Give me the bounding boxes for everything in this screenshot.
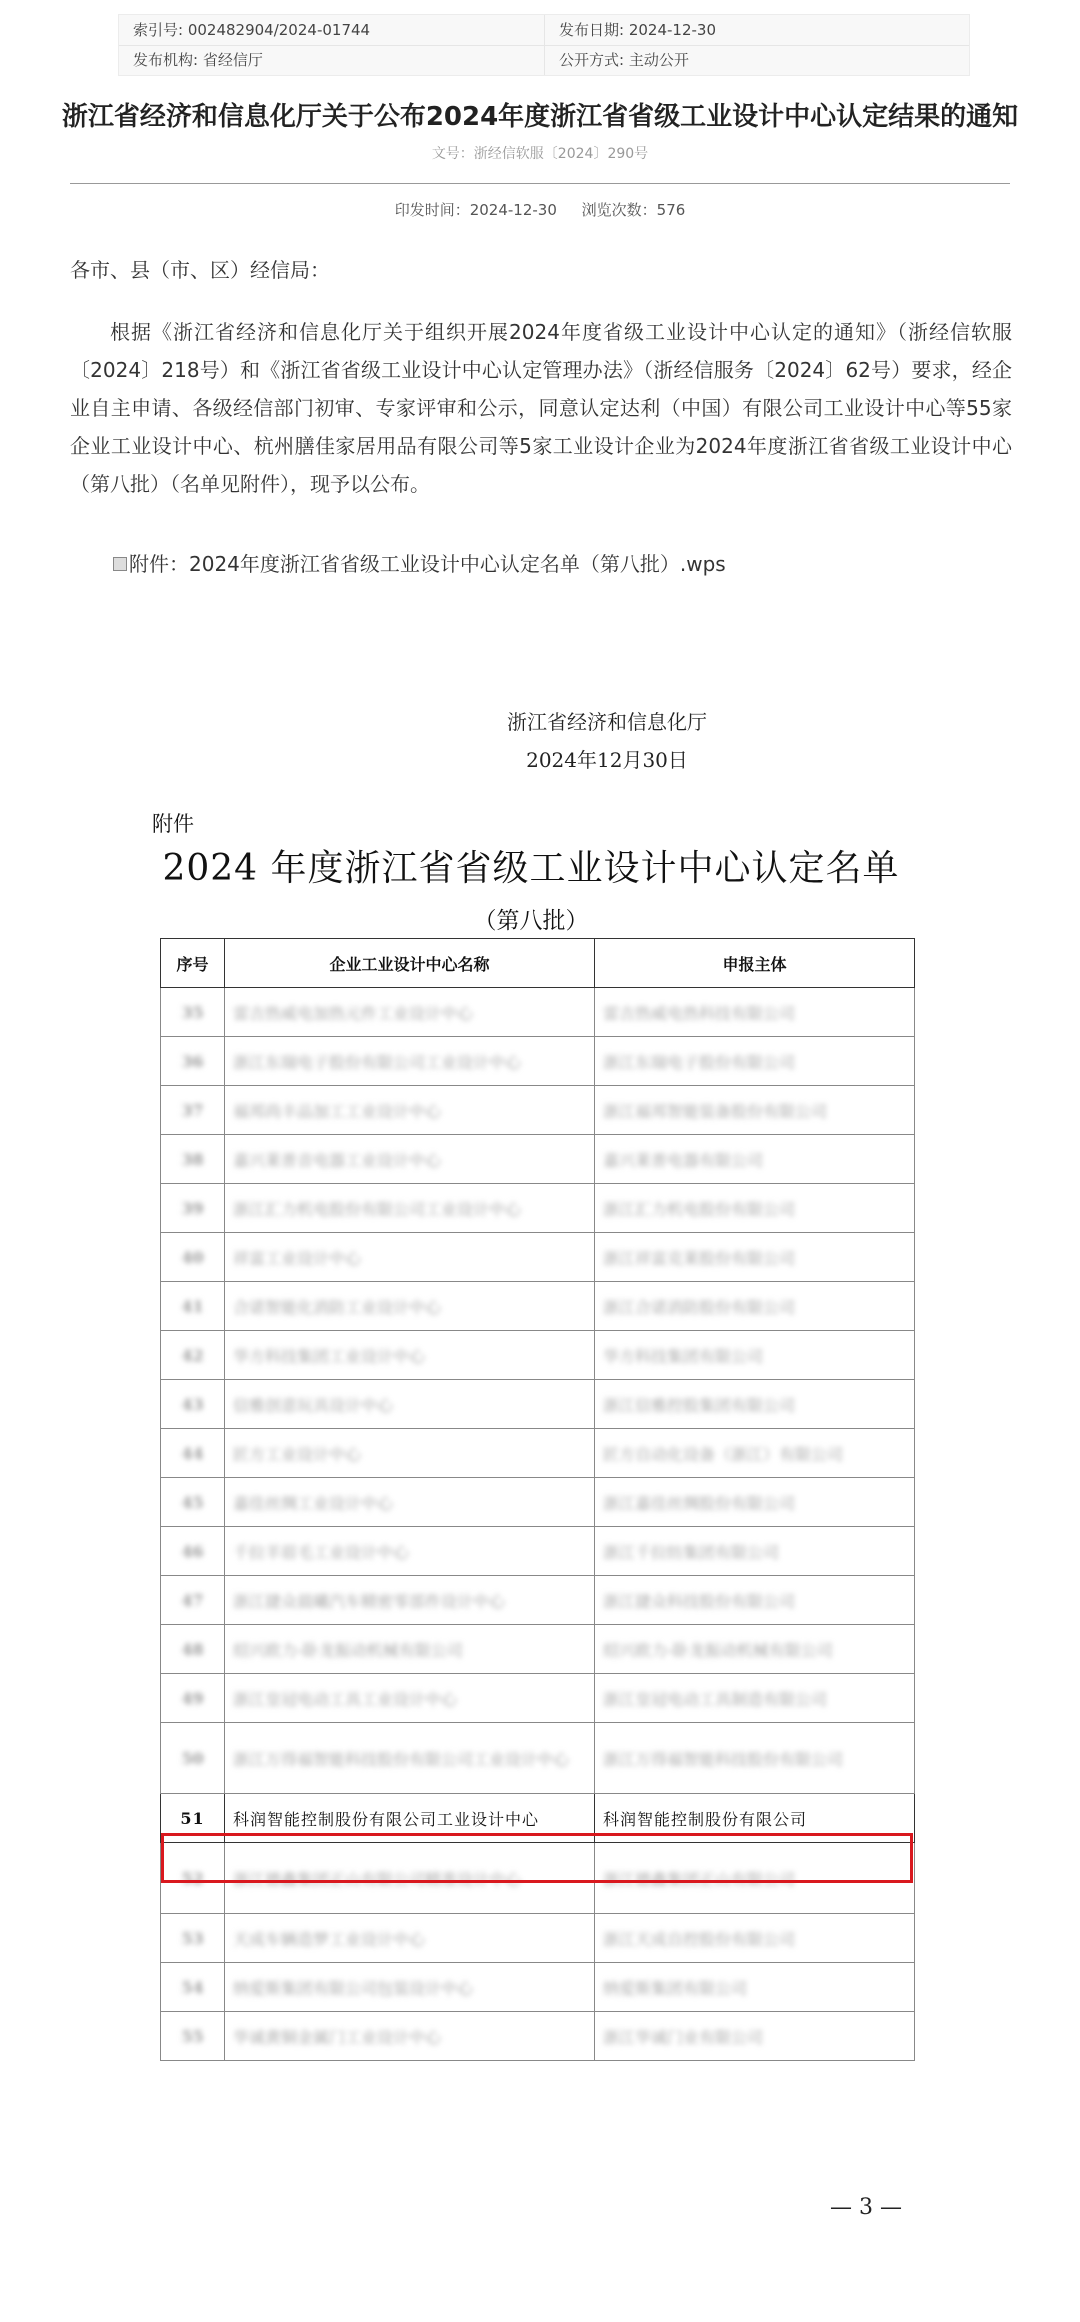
notice-paragraph: 根据《浙江省经济和信息化厅关于组织开展2024年度省级工业设计中心认定的通知》（浙经信软服〔2024〕218号）和《浙江省省级工业设计中心认定管理办法》（浙经信服务〔2024〕62号）要求，经企业自主申请、各级经信部门初审、专家评审和公示，同意认定达利（中国）有限公司工业设计中心等55家企业工业设计中心、杭州膳佳家居用品有限公司等5家工业设计企业为2024年度浙江省省级工业设计中心（第八批）（名单见附件），现予以公布。 [70, 320, 1012, 496]
row-applicant: 浙江合诺消防股份有限公司 [595, 1282, 915, 1331]
row-center-name: 浙江东瑞电子股份有限公司工业设计中心 [225, 1037, 595, 1086]
row-center-name: 千拉羊眉毛工业设计中心 [225, 1527, 595, 1576]
page-number: — 3 — [830, 2195, 902, 2220]
signature-date: 2024年12月30日 [526, 748, 688, 772]
row-index: 37 [161, 1086, 225, 1135]
table-row [161, 1843, 915, 1914]
table-row [161, 1135, 915, 1184]
row-applicant: 浙江嘉佳丝绸股份有限公司 [595, 1478, 915, 1527]
title-divider [70, 183, 1010, 184]
row-center-name: 浙江皇冠电动工具工业设计中心 [225, 1674, 595, 1723]
appendix-label: 附件 [152, 812, 194, 836]
row-index: 47 [161, 1576, 225, 1625]
table-row [161, 1282, 915, 1331]
header-index: 序号 [161, 939, 225, 988]
row-applicant: 纳爱斯集团有限公司 [595, 1963, 915, 2012]
table-row [161, 1914, 915, 1963]
file-icon [113, 557, 127, 571]
publish-info [0, 199, 1080, 220]
row-index: 38 [161, 1135, 225, 1184]
table-row [161, 2012, 915, 2061]
row-applicant: 浙江万得福智能科技股份有限公司 [595, 1723, 915, 1794]
row-index: 46 [161, 1527, 225, 1576]
row-index: 41 [161, 1282, 225, 1331]
row-applicant: 嘉兴莱普电器有限公司 [595, 1135, 915, 1184]
table-header-row [161, 939, 915, 988]
row-center-name: 匠方工业设计中心 [225, 1429, 595, 1478]
publish-date: 发布日期: 2024-12-30 [559, 21, 716, 39]
row-center-name: 绍兴欧力-卧龙振动机械有限公司 [225, 1625, 595, 1674]
table-row [161, 1184, 915, 1233]
row-index: 53 [161, 1914, 225, 1963]
page-title: 浙江省经济和信息化厅关于公布2024年度浙江省省级工业设计中心认定结果的通知 [61, 102, 1019, 132]
row-index: 48 [161, 1625, 225, 1674]
table-row [161, 1674, 915, 1723]
row-index: 44 [161, 1429, 225, 1478]
header-applicant: 申报主体 [595, 939, 915, 988]
row-center-name: 嘉兴莱普音电器工业设计中心 [225, 1135, 595, 1184]
row-applicant: 浙江德鑫集团正山有限公司 [595, 1843, 915, 1914]
row-applicant: 浙江千拉纺集团有限公司 [595, 1527, 915, 1576]
view-count: 浏览次数：576 [581, 201, 686, 219]
row-applicant: 科润智能控制股份有限公司 [595, 1794, 915, 1843]
design-center-table [160, 938, 915, 2061]
attachment-label[interactable]: 附件：2024年度浙江省省级工业设计中心认定名单（第八批）.wps [129, 552, 726, 576]
row-applicant: 浙江信雅控股集团有限公司 [595, 1380, 915, 1429]
row-center-name: 福邦尚丰品加工工业设计中心 [225, 1086, 595, 1135]
row-applicant: 浙江皇冠电动工具制造有限公司 [595, 1674, 915, 1723]
row-center-name: 浙江德鑫集团正山有限公司精准设计中心 [225, 1843, 595, 1914]
row-applicant: 浙江福邦智能装备股份有限公司 [595, 1086, 915, 1135]
row-center-name: 浙江汇力机电股份有限公司工业设计中心 [225, 1184, 595, 1233]
publishing-org: 发布机构: 省经信厅 [133, 51, 263, 69]
row-center-name: 华方科技集团工业设计中心 [225, 1331, 595, 1380]
signature-org: 浙江省经济和信息化厅 [507, 710, 707, 734]
row-center-name: 浙江万得福智能科技股份有限公司工业设计中心 [225, 1723, 595, 1794]
row-center-name: 浙江捷众晨曦汽车精密零部件设计中心 [225, 1576, 595, 1625]
meta-info-box [118, 14, 970, 76]
row-applicant: 华方科技集团有限公司 [595, 1331, 915, 1380]
row-applicant: 浙江华诚门业有限公司 [595, 2012, 915, 2061]
table-row [161, 1380, 915, 1429]
table-row [161, 1963, 915, 2012]
row-applicant: 浙江祥富克莱股份有限公司 [595, 1233, 915, 1282]
row-index: 40 [161, 1233, 225, 1282]
row-index: 52 [161, 1843, 225, 1914]
row-index: 45 [161, 1478, 225, 1527]
row-applicant: 雷吉热威电热科技有限公司 [595, 988, 915, 1037]
table-row [161, 1086, 915, 1135]
table-row [161, 1576, 915, 1625]
row-index: 50 [161, 1723, 225, 1794]
row-index: 54 [161, 1963, 225, 2012]
row-applicant: 浙江汇力机电股份有限公司 [595, 1184, 915, 1233]
table-row [161, 1429, 915, 1478]
attachment-link[interactable] [113, 548, 726, 577]
table-row [161, 1331, 915, 1380]
table-row [161, 1723, 915, 1794]
list-title: 2024 年度浙江省省级工业设计中心认定名单 [162, 848, 900, 889]
table-row [161, 1625, 915, 1674]
table-row [161, 1794, 915, 1843]
row-index: 42 [161, 1331, 225, 1380]
row-center-name: 祥富工业设计中心 [225, 1233, 595, 1282]
row-index: 49 [161, 1674, 225, 1723]
row-center-name: 科润智能控制股份有限公司工业设计中心 [225, 1794, 595, 1843]
document-number: 文号：浙经信软服〔2024〕290号 [431, 146, 649, 162]
row-center-name: 雷吉热威电加热元件工业设计中心 [225, 988, 595, 1037]
index-number: 索引号: 002482904/2024-01744 [133, 21, 371, 39]
row-index: 35 [161, 988, 225, 1037]
row-applicant: 浙江天成自控股份有限公司 [595, 1914, 915, 1963]
row-applicant: 匠方自动化设备（浙江）有限公司 [595, 1429, 915, 1478]
disclosure-mode: 公开方式: 主动公开 [559, 51, 689, 69]
issue-time: 印发时间：2024-12-30 [394, 201, 557, 219]
table-row [161, 1233, 915, 1282]
row-center-name: 纳爱斯集团有限公司包装设计中心 [225, 1963, 595, 2012]
row-index: 36 [161, 1037, 225, 1086]
row-center-name: 信雅创意玩具设计中心 [225, 1380, 595, 1429]
row-applicant: 浙江捷众科技股份有限公司 [595, 1576, 915, 1625]
header-center-name: 企业工业设计中心名称 [225, 939, 595, 988]
row-center-name: 华诚黄铜金属门工业设计中心 [225, 2012, 595, 2061]
row-center-name: 合诺智能化消防工业设计中心 [225, 1282, 595, 1331]
table-row [161, 1478, 915, 1527]
row-center-name: 天成车辆造梦工业设计中心 [225, 1914, 595, 1963]
table-row [161, 988, 915, 1037]
row-index: 43 [161, 1380, 225, 1429]
table-row [161, 1527, 915, 1576]
row-applicant: 浙江东瑞电子股份有限公司 [595, 1037, 915, 1086]
row-applicant: 绍兴欧力-卧龙振动机械有限公司 [595, 1625, 915, 1674]
row-index: 39 [161, 1184, 225, 1233]
batch-label: （第八批） [473, 908, 589, 934]
table-row [161, 1037, 915, 1086]
row-center-name: 嘉佳丝绸工业设计中心 [225, 1478, 595, 1527]
meta-divider-v [544, 15, 545, 75]
greeting: 各市、县（市、区）经信局： [70, 258, 330, 282]
row-index: 51 [161, 1794, 225, 1843]
row-index: 55 [161, 2012, 225, 2061]
